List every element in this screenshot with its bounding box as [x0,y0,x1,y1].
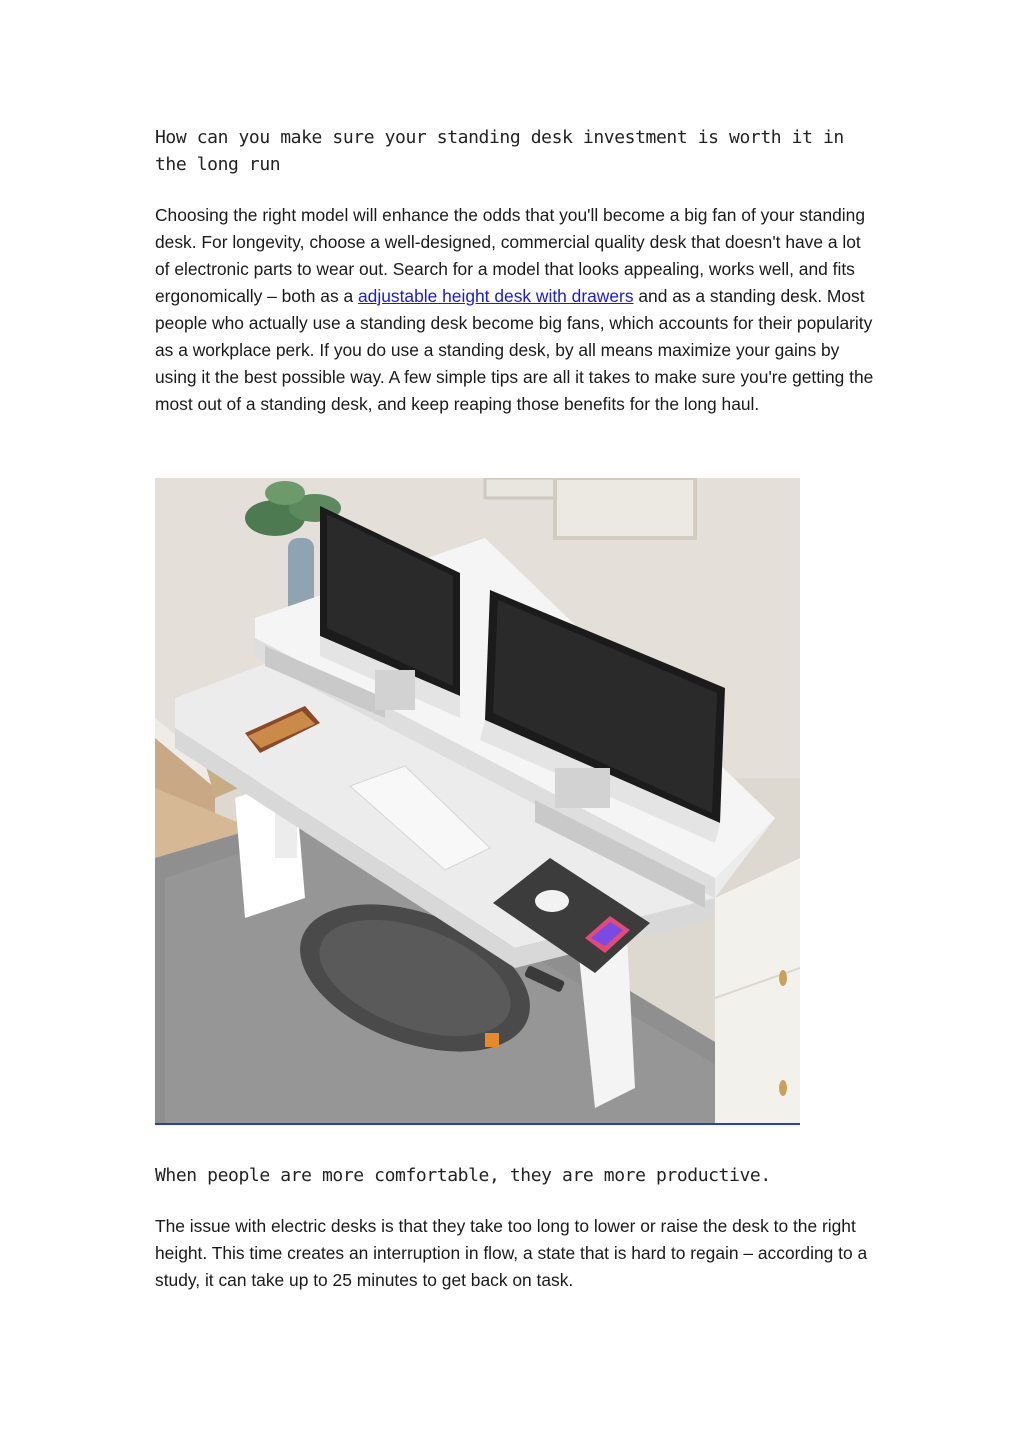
adjustable-desk-link[interactable]: adjustable height desk with drawers [358,286,634,306]
section-heading-longevity: How can you make sure your standing desk investment is worth it in the long run [155,127,844,175]
paragraph-text-after-link: and as a standing desk. Most people who actually use a standing desk become big fans, which accounts for their popularity as a workplace perk. If you do use a standing desk, by all means maximize your gains by using it the best possible way. A few simple tips are all it takes to make sure you're getting the most out of a standing desk, and keep reaping those benefits for the long haul. [155,286,874,414]
standing-desk-illustration [155,478,800,1123]
electric-desk-paragraph: The issue with electric desks is that they take too long to lower or raise the desk to the right height. This time creates an interruption in flow, a state that is hard to regain – according to a study, it can take up to 25 minutes to get back on task. [155,1216,868,1290]
paragraph-text-before-link: Choosing the right model will enhance the odds that you'll become a big fan of your standing desk. For longevity, choose a well-designed, commercial quality desk that doesn't have a lot of electronic parts to wear out. Search for a model that looks appealing, works well, and fits ergonomically – both as a [155,205,866,306]
intro-paragraph [155,202,877,418]
section-heading-comfort: When people are more comfortable, they are more productive. [155,1165,771,1186]
standing-desk-photo [155,478,800,1125]
